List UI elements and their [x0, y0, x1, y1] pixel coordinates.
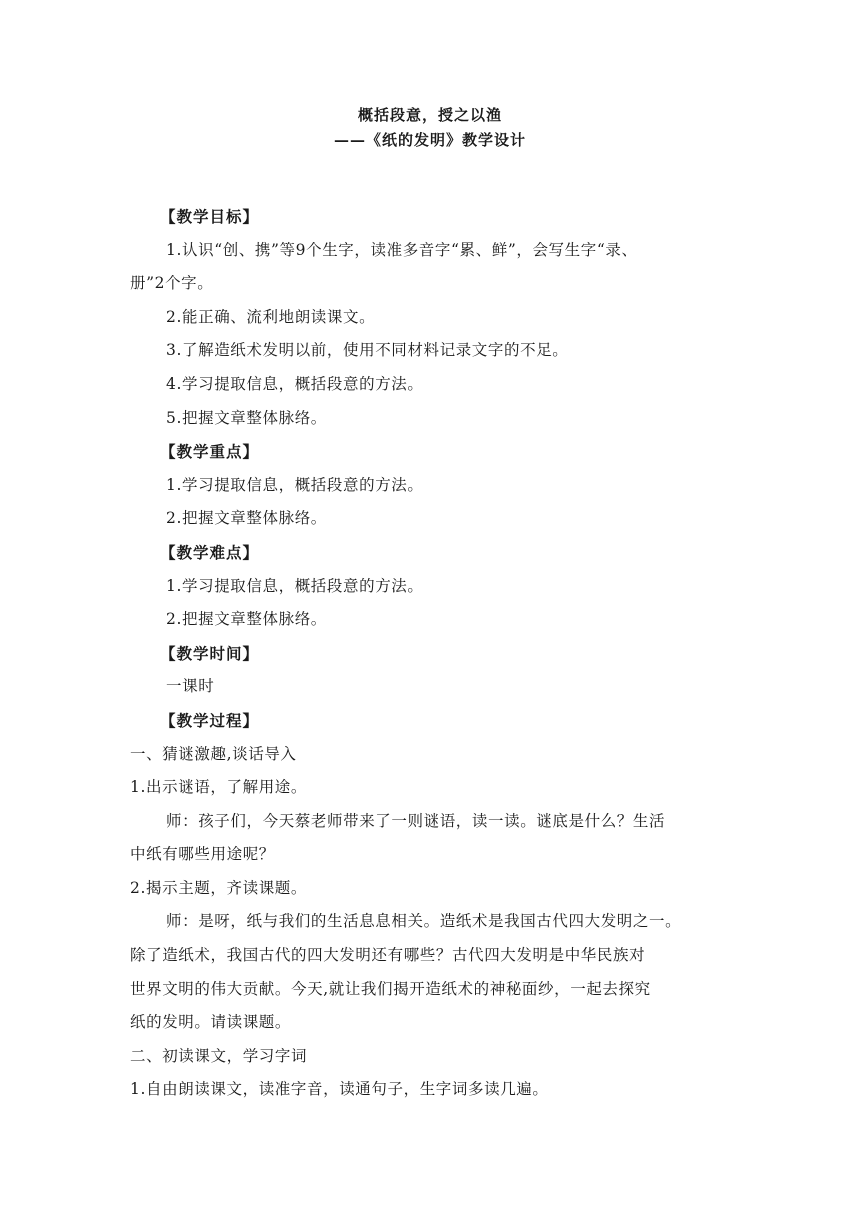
difficulty-2: 2.把握文章整体脉络。	[166, 610, 327, 629]
goal-4: 4.学习提取信息，概括段意的方法。	[166, 374, 424, 393]
goal-1-line-2: 册”2个字。	[130, 274, 214, 293]
teacher-line-2c: 世界文明的伟大贡献。今天,就让我们揭开造纸术的神秘面纱，一起去探究	[130, 979, 651, 998]
document-body	[130, 200, 735, 1107]
goal-2: 2.能正确、流利地朗读课文。	[166, 307, 376, 326]
section-heading-time: 【教学时间】	[160, 643, 260, 663]
section-heading-key-points: 【教学重点】	[160, 442, 260, 462]
process-part-2: 二、初读课文，学习字词	[130, 1046, 308, 1065]
goal-1-line-1: 1.认识“创、携”等9个生字，读准多音字“累、鲜”，会写生字“录、	[166, 240, 638, 259]
difficulty-1: 1.学习提取信息，概括段意的方法。	[166, 576, 424, 595]
section-heading-goals: 【教学目标】	[160, 207, 260, 226]
teacher-line-2d: 纸的发明。请读课题。	[130, 1013, 292, 1032]
teacher-line-2a: 师：是呀，纸与我们的生活息息相关。造纸术是我国古代四大发明之一。	[166, 912, 682, 931]
process-step-3: 1.自由朗读课文，读准字音，读通句子，生字词多读几遍。	[130, 1080, 549, 1099]
process-part-1: 一、猜谜激趣,谈话导入	[130, 744, 297, 763]
key-point-2: 2.把握文章整体脉络。	[166, 509, 327, 528]
key-point-1: 1.学习提取信息，概括段意的方法。	[166, 475, 424, 494]
process-step-1: 1.出示谜语，了解用途。	[130, 778, 307, 797]
goal-5: 5.把握文章整体脉络。	[166, 408, 327, 427]
goal-3: 3.了解造纸术发明以前，使用不同材料记录文字的不足。	[166, 341, 569, 360]
document-subtitle: ——《纸的发明》教学设计	[333, 131, 526, 149]
document-title: 概括段意，授之以渔	[357, 106, 502, 124]
process-step-2: 2.揭示主题，齐读课题。	[130, 878, 307, 897]
teacher-line-1a: 师：孩子们，今天蔡老师带来了一则谜语，读一读。谜底是什么？生活	[166, 811, 666, 830]
teacher-line-2b: 除了造纸术，我国古代的四大发明还有哪些？古代四大发明是中华民族对	[130, 946, 646, 965]
section-heading-process: 【教学过程】	[160, 710, 260, 730]
time-value: 一课时	[166, 677, 215, 696]
teacher-line-1b: 中纸有哪些用途呢？	[130, 845, 275, 864]
section-heading-difficulties: 【教学难点】	[160, 542, 260, 562]
